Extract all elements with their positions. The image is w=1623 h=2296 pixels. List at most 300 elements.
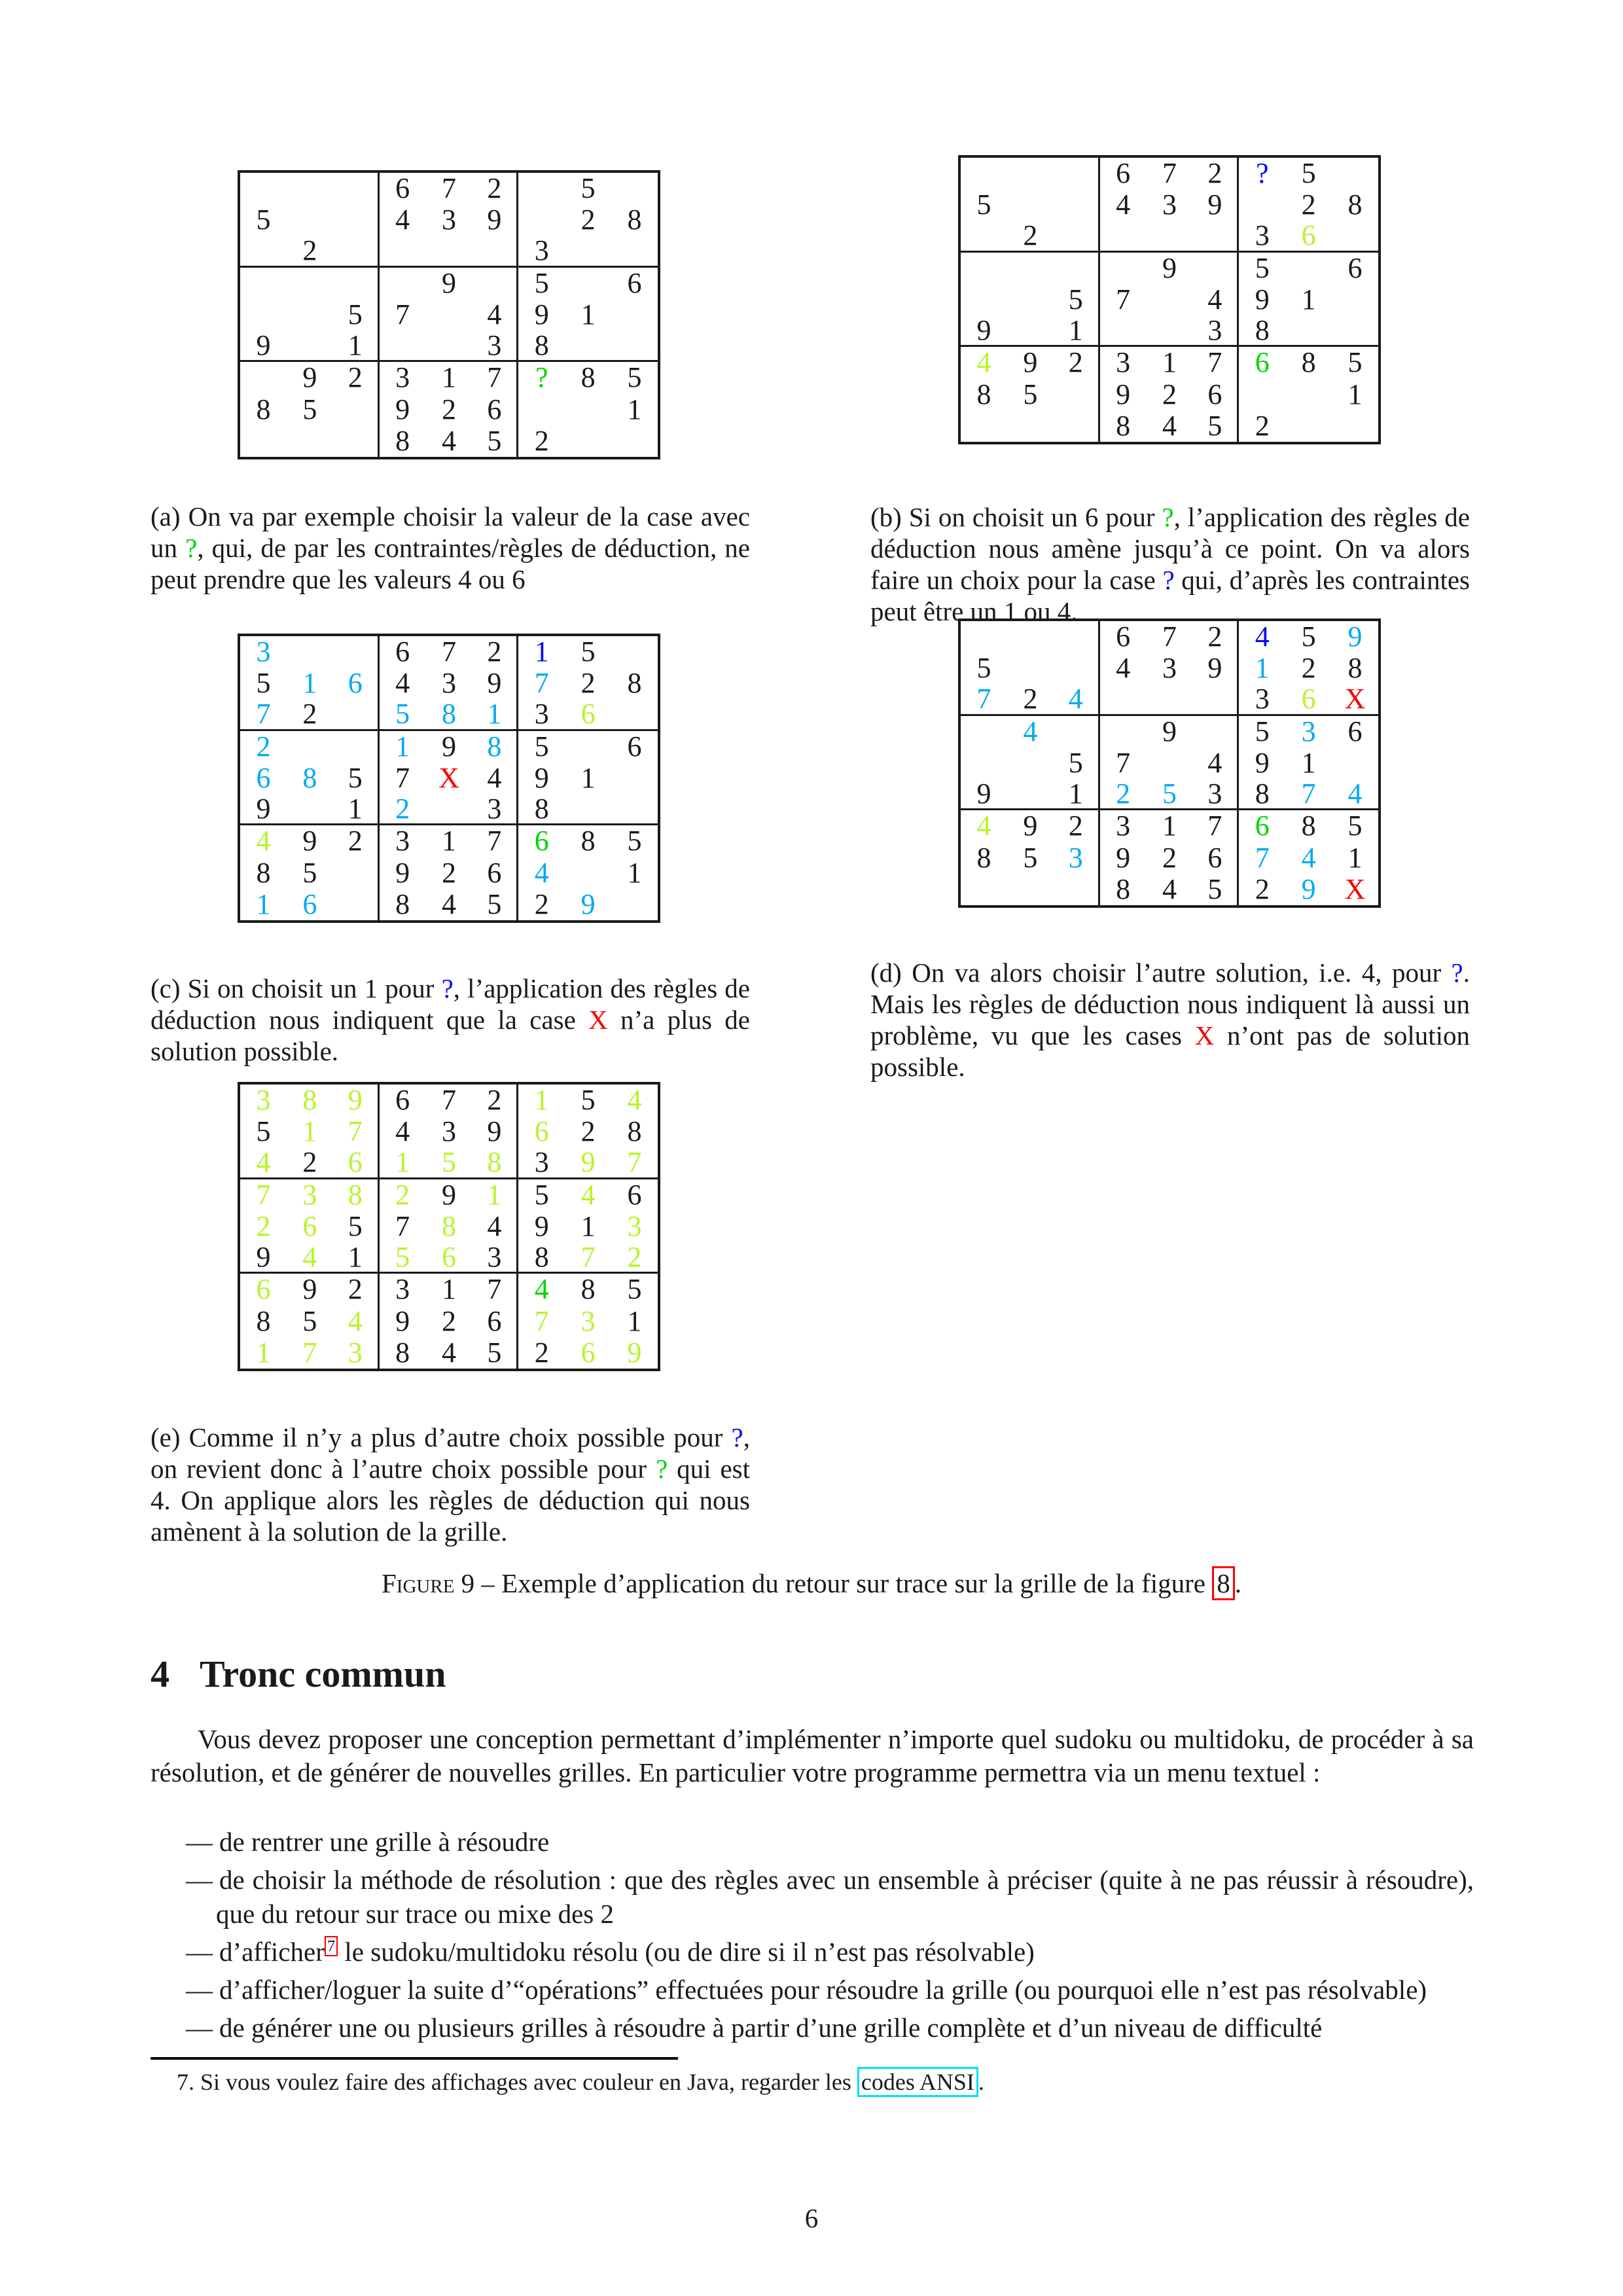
sudoku-cell: 4 <box>395 204 410 236</box>
colored-text: ? <box>1162 502 1174 532</box>
sudoku-cell <box>333 236 380 267</box>
sudoku-cell <box>1285 315 1332 347</box>
sudoku-cell: 3 <box>302 1178 317 1211</box>
sudoku-cell: 9 <box>302 825 317 857</box>
sudoku-cell: 7 <box>1192 347 1239 378</box>
sudoku-cell: 6 <box>1347 715 1363 747</box>
sudoku-cell: 8 <box>627 204 642 236</box>
sudoku-cell: 2 <box>1007 684 1054 715</box>
list-item <box>151 1973 1474 2007</box>
sudoku-cell: 5 <box>580 636 596 668</box>
dash-bullet: — <box>186 1865 213 1895</box>
sudoku-cell: 7 <box>256 1178 271 1211</box>
sudoku-cell: 8 <box>580 361 596 394</box>
sudoku-cell: 1 <box>627 856 642 889</box>
sudoku-cell: 4 <box>472 299 518 331</box>
sudoku-cell <box>380 268 426 299</box>
sudoku-grid-c <box>238 634 660 923</box>
sudoku-cell <box>1100 684 1147 715</box>
sudoku-cell: 7 <box>472 1274 518 1305</box>
sudoku-cell: 6 <box>472 1306 518 1337</box>
sudoku-cell <box>287 268 333 299</box>
text-run: de générer une ou plusieurs grilles à résoudre à partir d’une grille complète et d’un niveau de difficulté <box>219 2013 1323 2043</box>
sudoku-cell: 5 <box>472 1337 518 1369</box>
text-run: , l’application des règles de déduction nous indiquent que la case <box>151 973 750 1035</box>
sudoku-cell: X <box>438 761 459 794</box>
sudoku-cell: 9 <box>1116 378 1131 410</box>
sudoku-cell: 2 <box>534 888 549 920</box>
sudoku-cell: 3 <box>1301 715 1316 747</box>
sudoku-cell: 5 <box>256 667 271 700</box>
sudoku-cell: 9 <box>441 266 456 299</box>
sudoku-cell <box>1054 716 1100 747</box>
sudoku-cell: 2 <box>580 204 596 236</box>
sudoku-cell: 4 <box>240 1147 287 1179</box>
figure-8-link[interactable]: 8 <box>1212 1566 1235 1600</box>
sudoku-cell <box>333 425 380 457</box>
sudoku-cell: 6 <box>1347 251 1363 284</box>
sudoku-cell <box>961 716 1007 747</box>
sudoku-cell: 5 <box>302 1304 317 1337</box>
sudoku-cell <box>518 173 565 204</box>
sudoku-cell: 9 <box>1192 653 1239 684</box>
sudoku-cell: 5 <box>472 889 518 920</box>
sudoku-cell <box>611 794 658 825</box>
sudoku-cell: 4 <box>1255 620 1270 653</box>
sudoku-cell: 1 <box>441 1273 456 1306</box>
sudoku-cell: 6 <box>1192 379 1239 410</box>
sudoku-cell: 5 <box>1023 841 1038 874</box>
sudoku-cell: 6 <box>395 636 410 668</box>
sudoku-cell: 8 <box>256 393 271 425</box>
sudoku-cell: 4 <box>441 888 456 920</box>
sudoku-cell <box>240 362 287 393</box>
sudoku-cell: 8 <box>256 856 271 889</box>
sudoku-cell: 5 <box>627 1273 642 1306</box>
sudoku-cell <box>1332 221 1378 252</box>
sudoku-cell: 6 <box>472 857 518 889</box>
sudoku-cell: 7 <box>611 1147 658 1179</box>
sudoku-cell: 7 <box>534 667 549 700</box>
sudoku-cell: 3 <box>256 1084 271 1117</box>
sudoku-cell: 4 <box>534 1273 549 1306</box>
sudoku-cell <box>426 236 473 267</box>
sudoku-cell <box>565 425 611 457</box>
sudoku-cell: 9 <box>1255 746 1270 779</box>
text-run: (b) Si on choisit un 6 pour <box>870 502 1162 532</box>
sudoku-cell: 1 <box>1301 283 1316 315</box>
sudoku-cell <box>287 731 333 762</box>
sudoku-cell <box>1285 410 1332 442</box>
sudoku-grid-e <box>238 1082 660 1371</box>
sudoku-cell: 8 <box>1347 188 1363 221</box>
sudoku-cell: 4 <box>976 810 991 842</box>
sudoku-cell: 3 <box>441 204 456 236</box>
colored-text: ? <box>185 533 198 563</box>
text-run: . Mais les règles de déduction nous indiquent là aussi un problème, vu que les cases <box>870 958 1470 1050</box>
sudoku-cell: 3 <box>518 236 565 267</box>
footnote-rule <box>151 2057 678 2060</box>
sudoku-cell: 3 <box>256 636 271 668</box>
sudoku-cell: 2 <box>580 667 596 700</box>
sudoku-cell: 4 <box>472 1211 518 1242</box>
sudoku-cell <box>1192 716 1239 747</box>
sudoku-cell: 5 <box>1347 810 1363 842</box>
sudoku-cell: 9 <box>1023 346 1038 379</box>
sudoku-cell <box>287 173 333 204</box>
ansi-codes-link[interactable]: codes ANSI <box>857 2067 978 2097</box>
sudoku-cell <box>333 857 380 889</box>
sudoku-cell: 1 <box>1162 346 1177 379</box>
sudoku-cell <box>333 173 380 204</box>
sudoku-cell: 2 <box>1301 652 1316 685</box>
sudoku-cell: 6 <box>256 1273 271 1306</box>
colored-text: ? <box>441 973 454 1003</box>
sudoku-cell: 3 <box>1116 346 1131 379</box>
sudoku-cell <box>1332 410 1378 442</box>
sudoku-cell: 3 <box>472 1242 518 1274</box>
sudoku-cell: 9 <box>534 761 549 794</box>
sudoku-cell: 5 <box>256 1115 271 1148</box>
sudoku-cell: ? <box>1256 157 1269 190</box>
sudoku-cell: 8 <box>395 424 410 457</box>
sudoku-cell: 6 <box>302 888 317 920</box>
sudoku-cell: 2 <box>333 1274 380 1305</box>
sudoku-cell: 8 <box>302 761 317 794</box>
sudoku-cell: 7 <box>240 699 287 730</box>
sudoku-cell: 5 <box>976 188 991 221</box>
sudoku-cell <box>565 857 611 889</box>
sudoku-cell <box>287 299 333 331</box>
sudoku-cell: 1 <box>256 1336 271 1369</box>
sudoku-cell: 2 <box>395 1178 410 1211</box>
sudoku-cell: 6 <box>472 394 518 425</box>
sudoku-cell: 8 <box>395 888 410 920</box>
menu-feature-list <box>151 1825 1474 2049</box>
sudoku-cell <box>961 284 1007 315</box>
sudoku-cell: 2 <box>472 173 518 204</box>
colored-text: ? <box>731 1422 743 1452</box>
sudoku-cell: 9 <box>441 730 456 762</box>
sudoku-cell: 9 <box>1023 810 1038 842</box>
sudoku-cell: 5 <box>256 204 271 236</box>
sudoku-cell: 7 <box>472 825 518 857</box>
sudoku-cell: 5 <box>1192 410 1239 442</box>
sudoku-cell: 3 <box>395 825 410 857</box>
sudoku-cell: 1 <box>395 730 410 762</box>
sudoku-cell <box>1054 253 1100 284</box>
sudoku-cell <box>565 731 611 762</box>
sudoku-cell: 7 <box>1192 810 1239 842</box>
sudoku-cell <box>333 889 380 920</box>
sudoku-cell: ? <box>535 361 548 394</box>
sudoku-cell <box>287 204 333 236</box>
sudoku-cell: 9 <box>333 1085 380 1116</box>
body-paragraph: Vous devez proposer une conception permettant d’implémenter n’importe quel sudoku ou multidoku, de procéder à sa résolution, et de générer de nouvelles grilles. En particulier votre programme permettra via un menu textuel : <box>151 1724 1474 1787</box>
sudoku-cell: 9 <box>1255 283 1270 315</box>
text-run: d’afficher/loguer la suite d’“opérations” effectuées pour résoudre la grille (ou pourquoi elle n’est pas résolvable) <box>219 1975 1427 2005</box>
sudoku-cell <box>1332 315 1378 347</box>
sudoku-cell: 1 <box>627 393 642 425</box>
sudoku-cell: 1 <box>1255 652 1270 685</box>
sudoku-cell: 2 <box>441 856 456 889</box>
sudoku-cell: 1 <box>333 331 380 362</box>
sudoku-cell: 9 <box>1192 189 1239 221</box>
sudoku-cell: 9 <box>472 668 518 699</box>
sudoku-cell: 5 <box>1255 715 1270 747</box>
sudoku-cell: 9 <box>1301 872 1316 905</box>
sudoku-cell <box>1007 253 1054 284</box>
text-run: (a) On va par exemple choisir la valeur de la case avec un <box>151 501 750 563</box>
sudoku-cell: 9 <box>580 888 596 920</box>
sudoku-cell: 8 <box>1239 315 1285 347</box>
caption-a <box>151 501 750 595</box>
sudoku-cell <box>1054 874 1100 905</box>
sudoku-cell: 5 <box>1255 251 1270 284</box>
sudoku-cell: 4 <box>333 1306 380 1337</box>
sudoku-cell <box>565 794 611 825</box>
sudoku-cell: 3 <box>1116 810 1131 842</box>
sudoku-cell <box>565 394 611 425</box>
sudoku-cell: 2 <box>441 393 456 425</box>
sudoku-cell <box>472 236 518 267</box>
sudoku-cell: 2 <box>333 825 380 857</box>
sudoku-cell: 1 <box>472 699 518 730</box>
sudoku-cell <box>287 794 333 825</box>
sudoku-cell <box>287 425 333 457</box>
caption-e <box>151 1422 750 1547</box>
sudoku-cell <box>1007 779 1054 810</box>
sudoku-cell <box>287 636 333 668</box>
sudoku-cell: 5 <box>472 425 518 457</box>
sudoku-cell: 4 <box>534 856 549 889</box>
sudoku-cell <box>961 253 1007 284</box>
sudoku-cell: 4 <box>287 1242 333 1274</box>
sudoku-cell: 4 <box>441 424 456 457</box>
sudoku-cell: 9 <box>240 1242 287 1274</box>
sudoku-cell <box>1007 158 1054 189</box>
sudoku-cell: 7 <box>441 636 456 668</box>
sudoku-cell: 1 <box>302 667 317 700</box>
sudoku-cell <box>961 874 1007 905</box>
sudoku-cell: 7 <box>472 362 518 393</box>
sudoku-cell: 6 <box>333 1147 380 1179</box>
figure-caption <box>151 1568 1472 1599</box>
sudoku-cell <box>1054 410 1100 442</box>
sudoku-cell: 3 <box>1162 652 1177 685</box>
sudoku-cell <box>333 636 380 668</box>
sudoku-cell: 1 <box>1347 378 1363 410</box>
sudoku-cell: 8 <box>1116 409 1131 442</box>
sudoku-cell: 7 <box>1116 746 1131 779</box>
sudoku-cell: 1 <box>1162 810 1177 842</box>
sudoku-cell: 2 <box>1162 378 1177 410</box>
sudoku-cell: 1 <box>256 888 271 920</box>
sudoku-cell: 2 <box>441 1304 456 1337</box>
sudoku-cell <box>333 699 380 730</box>
sudoku-cell: 7 <box>1162 157 1177 190</box>
sudoku-cell: 8 <box>441 1210 456 1242</box>
sudoku-cell <box>426 794 473 825</box>
sudoku-cell: 6 <box>333 668 380 699</box>
sudoku-cell: 5 <box>1023 378 1038 410</box>
text-run: le sudoku/multidoku résolu (ou de dire si il n’est pas résolvable) <box>338 1937 1035 1967</box>
sudoku-cell: 7 <box>441 172 456 205</box>
sudoku-cell: 5 <box>1054 284 1100 315</box>
sudoku-cell: 4 <box>1192 284 1239 315</box>
colored-text: Figure 9 <box>382 1568 475 1598</box>
sudoku-cell: 6 <box>580 1336 596 1369</box>
sudoku-cell: 2 <box>1301 188 1316 221</box>
sudoku-grid-d <box>958 619 1381 908</box>
sudoku-cell: 4 <box>472 762 518 794</box>
sudoku-cell: 5 <box>426 1147 473 1179</box>
sudoku-cell <box>1332 747 1378 779</box>
sudoku-cell: 9 <box>565 1147 611 1179</box>
sudoku-cell: 2 <box>1054 810 1100 842</box>
text-run: . <box>1234 1568 1241 1598</box>
sudoku-cell: 9 <box>240 794 287 825</box>
sudoku-cell: 2 <box>1255 409 1270 442</box>
sudoku-cell: 2 <box>287 1147 333 1179</box>
sudoku-cell: 8 <box>333 1179 380 1211</box>
sudoku-cell <box>565 236 611 267</box>
sudoku-cell: 6 <box>1285 684 1332 715</box>
sudoku-cell: 9 <box>961 779 1007 810</box>
sudoku-cell: 1 <box>1347 841 1363 874</box>
sudoku-cell <box>961 158 1007 189</box>
sudoku-cell: 2 <box>580 1115 596 1148</box>
sudoku-cell: 8 <box>518 1242 565 1274</box>
sudoku-cell: 1 <box>441 825 456 857</box>
sudoku-cell: 6 <box>302 1210 317 1242</box>
sudoku-cell <box>1007 315 1054 347</box>
sudoku-cell: 2 <box>1007 221 1054 252</box>
sudoku-cell <box>1007 410 1054 442</box>
sudoku-cell: 1 <box>1054 779 1100 810</box>
dash-bullet: — <box>186 1975 213 2005</box>
sudoku-cell <box>518 204 565 236</box>
sudoku-cell: 7 <box>1255 841 1270 874</box>
sudoku-cell: 2 <box>472 636 518 668</box>
sudoku-cell: 6 <box>1116 620 1131 653</box>
sudoku-cell: 3 <box>580 1304 596 1337</box>
page-number: 6 <box>804 2203 819 2233</box>
sudoku-cell <box>611 636 658 668</box>
text-run: , on revient donc à l’autre choix possible pour <box>151 1422 750 1484</box>
list-item <box>151 1935 1474 1969</box>
sudoku-cell: 5 <box>1192 874 1239 905</box>
sudoku-cell <box>961 221 1007 252</box>
text-run: (d) On va alors choisir l’autre solution, i.e. 4, pour <box>870 958 1452 988</box>
sudoku-cell: 7 <box>302 1336 317 1369</box>
sudoku-cell: 7 <box>534 1304 549 1337</box>
section-number: 4 <box>151 1653 169 1695</box>
sudoku-cell <box>426 331 473 362</box>
sudoku-cell <box>333 268 380 299</box>
sudoku-cell: 8 <box>518 794 565 825</box>
sudoku-cell: 8 <box>1239 779 1285 810</box>
sudoku-cell: 9 <box>1116 841 1131 874</box>
sudoku-cell: 4 <box>1054 684 1100 715</box>
sudoku-cell: X <box>1332 684 1378 715</box>
sudoku-cell: 9 <box>627 1336 642 1369</box>
sudoku-cell <box>1007 653 1054 684</box>
sudoku-cell: 2 <box>1192 621 1239 653</box>
sudoku-cell: 4 <box>627 1084 642 1117</box>
sudoku-cell: 9 <box>472 1116 518 1147</box>
sudoku-cell: 8 <box>426 699 473 730</box>
sudoku-cell: 1 <box>534 636 549 668</box>
footnote-7-link[interactable]: 7 <box>325 1936 338 1956</box>
text-run: . <box>978 2069 984 2095</box>
sudoku-grid-a <box>238 170 660 459</box>
sudoku-cell: 6 <box>1192 842 1239 874</box>
sudoku-cell <box>1192 221 1239 252</box>
sudoku-cell: 8 <box>1301 810 1316 842</box>
sudoku-cell <box>611 762 658 794</box>
sudoku-cell: 8 <box>472 731 518 762</box>
sudoku-cell: 4 <box>976 346 991 379</box>
sudoku-cell: 1 <box>441 361 456 394</box>
sudoku-cell: 9 <box>534 298 549 331</box>
colored-text: ? <box>1451 958 1463 988</box>
sudoku-cell: 3 <box>441 667 456 700</box>
sudoku-cell <box>1054 189 1100 221</box>
sudoku-cell: 8 <box>472 1147 518 1179</box>
sudoku-cell <box>611 236 658 267</box>
sudoku-cell: 4 <box>1116 652 1131 685</box>
sudoku-cell <box>1100 716 1147 747</box>
sudoku-cell <box>611 425 658 457</box>
dash-bullet: — <box>186 2013 213 2043</box>
section-title: Tronc commun <box>200 1653 446 1695</box>
sudoku-cell <box>1007 747 1054 779</box>
sudoku-cell: 6 <box>534 1115 549 1148</box>
sudoku-grid-b <box>958 155 1381 444</box>
section-heading <box>151 1652 446 1696</box>
sudoku-cell: 5 <box>1054 747 1100 779</box>
sudoku-cell: 5 <box>580 1084 596 1117</box>
caption-c <box>151 973 750 1067</box>
sudoku-cell: 4 <box>1192 747 1239 779</box>
sudoku-cell: 5 <box>1347 346 1363 379</box>
sudoku-cell <box>611 889 658 920</box>
sudoku-cell <box>380 331 426 362</box>
sudoku-cell: 5 <box>1301 157 1316 190</box>
sudoku-cell <box>1192 684 1239 715</box>
sudoku-cell: 8 <box>256 1304 271 1337</box>
sudoku-cell: 3 <box>1054 842 1100 874</box>
sudoku-cell: 5 <box>1147 779 1193 810</box>
sudoku-cell: 3 <box>472 794 518 825</box>
sudoku-cell: 2 <box>611 1242 658 1274</box>
sudoku-cell: 9 <box>534 1210 549 1242</box>
sudoku-cell: 4 <box>580 1178 596 1211</box>
sudoku-cell: 8 <box>627 1115 642 1148</box>
sudoku-cell: 4 <box>441 1336 456 1369</box>
sudoku-cell <box>1239 379 1285 410</box>
sudoku-cell: 6 <box>1255 346 1270 379</box>
sudoku-cell: 1 <box>333 1242 380 1274</box>
sudoku-cell: 1 <box>580 298 596 331</box>
sudoku-cell: 7 <box>441 1084 456 1117</box>
sudoku-cell: 8 <box>395 1336 410 1369</box>
text-run: de choisir la méthode de résolution : que des règles avec un ensemble à préciser (quite à ne pas réussir à résoudre), que du retour sur trace ou mixe des 2 <box>216 1865 1474 1929</box>
sudoku-cell: 8 <box>518 331 565 362</box>
sudoku-cell <box>565 331 611 362</box>
text-run: , qui, de par les contraintes/règles de déduction, ne peut prendre que les valeurs 4 ou 6 <box>151 533 750 594</box>
